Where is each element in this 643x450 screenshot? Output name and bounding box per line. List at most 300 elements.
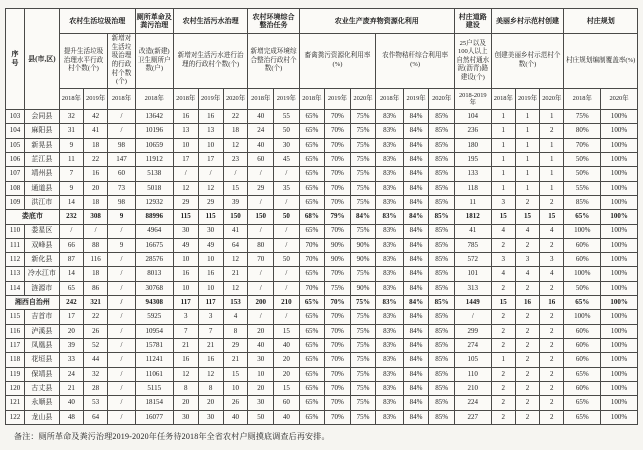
cell-value: 15 [515,210,539,224]
table-row [6,267,638,281]
metric-garbage-upgrade: 提升生活垃圾治理水平行政村个数(个) [59,34,108,89]
cell-value: 12 [198,367,223,381]
cell-value: 15781 [135,339,173,353]
cell-seq: 114 [6,281,25,295]
cell-seq: 107 [6,167,25,181]
cell-value: 1 [491,152,515,166]
cell-value: 65% [299,353,325,367]
cell-region: 新晃县 [25,138,60,152]
cell-value: 83% [376,339,404,353]
table-row [6,181,638,195]
cell-value: 10 [223,381,248,395]
cell-value: 4 [515,267,539,281]
cell-value: 100% [601,253,638,267]
table-row [6,381,638,395]
cell-value: 1 [491,124,515,138]
cell-value: 85% [429,167,455,181]
cell-seq: 106 [6,152,25,166]
cell-value: 65% [299,110,325,124]
cell-value: 22 [83,152,107,166]
metric-toilet-rebuild: 改造(新建)卫生厕所户数(户) [135,34,173,89]
cell-value: 84% [403,167,429,181]
cell-value: 2 [515,410,539,424]
cell-value: 1 [515,110,539,124]
cell-value: 10196 [135,124,173,138]
cell-value: 70% [564,138,601,152]
cell-value: 16 [173,110,198,124]
cell-value: 21 [173,339,198,353]
cell-value: 85% [429,410,455,424]
cell-value: 35 [274,181,300,195]
cell-value: 100% [601,324,638,338]
cell-value: 75% [350,224,376,238]
cell-value: 30 [248,396,274,410]
table-row [6,224,638,238]
cell-value: 1 [540,138,564,152]
cell-value: 75% [325,281,351,295]
cell-value: / [248,267,274,281]
cell-value: 100% [564,224,601,238]
cell-value: 40 [248,138,274,152]
cell-value: 85% [429,367,455,381]
cell-value: 16675 [135,238,173,252]
cell-value: 65% [564,296,601,310]
table-row [6,310,638,324]
cell-value: 29 [173,195,198,209]
cell-value: 50 [274,253,300,267]
cell-value: 64 [223,238,248,252]
cell-value: 1 [515,124,539,138]
cell-value: 16077 [135,410,173,424]
cell-value: 1449 [454,296,491,310]
cell-value: 65 [59,281,83,295]
cell-value: 48 [59,410,83,424]
cell-value: 133 [454,167,491,181]
cell-value: 2 [515,195,539,209]
cell-value: 1 [515,152,539,166]
cell-value: 90% [350,238,376,252]
cell-region: 会同县 [25,110,60,124]
header-group-row [6,9,638,34]
cell-value: / [454,310,491,324]
cell-value: 2 [540,281,564,295]
cell-value: 84% [403,339,429,353]
cell-value: 2 [491,381,515,395]
cell-value: 45 [274,152,300,166]
cell-value: 100% [601,152,638,166]
cell-value: 65% [564,410,601,424]
cell-seq: 119 [6,367,25,381]
cell-value: / [173,167,198,181]
cell-region: 泸溪县 [25,324,60,338]
cell-value: 53 [83,396,107,410]
cell-value: 75% [350,396,376,410]
cell-value: 2 [540,324,564,338]
cell-value: 100% [601,310,638,324]
cell-region: 永顺县 [25,396,60,410]
metric-sewage-new: 新增对生活污水进行治理的行政村个数(个) [173,34,248,89]
cell-value: 55 [274,110,300,124]
cell-value: 11 [454,195,491,209]
cell-value: 2 [540,310,564,324]
cell-value: 24 [248,124,274,138]
table-row [6,152,638,166]
cell-value: 75% [350,410,376,424]
cell-value: / [108,281,136,295]
cell-value: 16 [198,353,223,367]
cell-value: 224 [454,396,491,410]
cell-value: 85% [429,124,455,138]
cell-value: 70% [325,296,351,310]
cell-value: / [274,167,300,181]
col-year: 2020年 [350,89,376,110]
table-row [6,238,638,252]
cell-value: / [108,110,136,124]
cell-value: 94308 [135,296,173,310]
table-row [6,195,638,209]
cell-value: 70% [299,238,325,252]
cell-value: 21 [223,353,248,367]
cell-value: 66 [59,238,83,252]
cell-region: 麻阳县 [25,124,60,138]
cell-value: 101 [454,267,491,281]
cell-value: 83% [376,195,404,209]
table-row [6,324,638,338]
cell-value: 73 [108,181,136,195]
cell-value: 84% [403,210,429,224]
col-year: 2018年 [299,89,325,110]
cell-value: 75% [350,353,376,367]
cell-value: 3 [540,253,564,267]
cell-value: 180 [454,138,491,152]
cell-value: 1 [491,353,515,367]
cell-value: 84% [403,124,429,138]
cell-value: 150 [248,210,274,224]
cell-value: 4 [540,267,564,281]
cell-value: 2 [540,367,564,381]
cell-value: 65% [299,195,325,209]
cell-seq: 116 [6,324,25,338]
cell-value: 18154 [135,396,173,410]
rural-tasks-table [5,8,638,425]
cell-value: 2 [515,353,539,367]
cell-value: 3 [515,253,539,267]
cell-value: 2 [515,310,539,324]
cell-value: 11241 [135,353,173,367]
cell-value: 16 [198,267,223,281]
cell-value: 9 [59,138,83,152]
cell-value: / [108,410,136,424]
cell-value: 70% [299,253,325,267]
cell-value: 90% [350,281,376,295]
cell-region: 娄星区 [25,224,60,238]
cell-value: 12 [223,138,248,152]
cell-value: 64 [83,410,107,424]
cell-value: 17 [173,152,198,166]
cell-value: 85% [429,296,455,310]
cell-value: 29 [198,195,223,209]
cell-value: 32 [59,110,83,124]
cell-value: 50% [564,167,601,181]
cell-value: 2 [540,195,564,209]
cell-value: 100% [601,210,638,224]
cell-value: 100% [564,310,601,324]
table-row [6,281,638,295]
cell-value: 15 [223,367,248,381]
cell-value: 84% [403,152,429,166]
cell-value: 83% [376,267,404,281]
cell-value: 90% [350,253,376,267]
cell-value: / [108,396,136,410]
cell-value: 70% [325,181,351,195]
cell-value: 70% [325,152,351,166]
cell-value: 49 [198,238,223,252]
cell-value: 2 [491,281,515,295]
cell-value: 1 [540,167,564,181]
cell-seq: 112 [6,253,25,267]
cell-value: 65% [299,310,325,324]
cell-value: 75% [350,124,376,138]
table-body [6,110,638,425]
cell-value: 227 [454,410,491,424]
cell-value: 11061 [135,367,173,381]
col-year: 2018年 [108,89,136,110]
cell-value: 85% [429,324,455,338]
cell-value: 83% [376,181,404,195]
cell-value: 153 [223,296,248,310]
cell-value: 65% [299,152,325,166]
group-toilet: 厕所革命及粪污治理 [135,9,173,34]
cell-value: 16 [173,353,198,367]
col-year: 2019年 [325,89,351,110]
cell-value: 70% [325,124,351,138]
cell-value: 236 [454,124,491,138]
cell-value: 85% [429,110,455,124]
cell-value: 85% [429,396,455,410]
cell-seq: 105 [6,138,25,152]
metric-plan-coverage: 村庄规划编制覆盖率(%) [564,34,638,89]
cell-value: 65% [299,296,325,310]
cell-value: / [274,281,300,295]
col-year: 2020年 [429,89,455,110]
cell-value: / [198,167,223,181]
col-year: 2020年 [223,89,248,110]
cell-seq: 103 [6,110,25,124]
cell-value: 83% [376,124,404,138]
cell-value: 100% [601,124,638,138]
cell-value: 8013 [135,267,173,281]
cell-value: 21 [59,381,83,395]
cell-value: 60% [564,339,601,353]
cell-value: 84% [403,110,429,124]
cell-value: 98 [108,138,136,152]
cell-value: 83% [376,210,404,224]
cell-region: 古丈县 [25,381,60,395]
cell-value: 84% [403,238,429,252]
cell-value: 5138 [135,167,173,181]
cell-value: 84% [403,267,429,281]
cell-value: 83% [376,396,404,410]
cell-value: 83% [376,353,404,367]
cell-region: 凤凰县 [25,339,60,353]
cell-value: 2 [515,324,539,338]
cell-value: / [274,195,300,209]
col-year: 2020年 [540,89,564,110]
cell-value: 10 [198,281,223,295]
cell-value: 11912 [135,152,173,166]
cell-value: 110 [454,367,491,381]
cell-value: 75% [350,296,376,310]
col-year: 2019年 [515,89,539,110]
cell-value: 105 [454,353,491,367]
cell-value: / [274,267,300,281]
cell-value: / [108,124,136,138]
cell-value: 70% [325,381,351,395]
cell-value: 90% [325,253,351,267]
cell-seq: 108 [6,181,25,195]
cell-value: 117 [198,296,223,310]
cell-value: 11 [59,152,83,166]
cell-region: 湘西自治州 [6,296,60,310]
header-years-row [6,89,638,110]
cell-value: 17 [198,152,223,166]
cell-value: 14 [59,267,83,281]
cell-value: 60 [248,152,274,166]
cell-value: 50% [564,152,601,166]
cell-value: 100% [601,281,638,295]
cell-value: 65% [299,267,325,281]
cell-value: 100% [601,381,638,395]
cell-value: / [108,353,136,367]
cell-value: 21 [198,339,223,353]
cell-value: 80 [248,238,274,252]
cell-value: 29 [248,181,274,195]
cell-value: 10 [198,253,223,267]
cell-value: 18 [223,124,248,138]
cell-region: 吉首市 [25,310,60,324]
cell-value: 70% [325,339,351,353]
cell-value: 65% [299,124,325,138]
cell-value: 100% [601,267,638,281]
cell-region: 通道县 [25,181,60,195]
cell-value: 84% [403,324,429,338]
cell-value: 83% [376,167,404,181]
cell-value: 115 [198,210,223,224]
cell-value: 4 [223,310,248,324]
cell-value: 12 [198,181,223,195]
cell-value: / [108,224,136,238]
cell-value: 100% [601,367,638,381]
cell-value: 20 [274,367,300,381]
cell-value: 18 [83,195,107,209]
cell-value: 2 [491,396,515,410]
cell-value: 3 [173,310,198,324]
cell-value: 4 [491,224,515,238]
cell-value: 70% [325,195,351,209]
cell-value: 5018 [135,181,173,195]
cell-value: 50 [274,210,300,224]
cell-value: 100% [601,296,638,310]
cell-value: 4964 [135,224,173,238]
col-header-seq [6,9,25,110]
cell-value: 195 [454,152,491,166]
cell-value: 210 [454,381,491,395]
cell-value: 16 [540,296,564,310]
cell-value: 32 [83,367,107,381]
cell-value: 1 [540,110,564,124]
cell-value: 85% [429,181,455,195]
cell-value: / [274,238,300,252]
cell-value: 147 [108,152,136,166]
table-header [6,9,638,110]
cell-value: 16 [83,167,107,181]
cell-value: 60 [108,167,136,181]
col-year: 2018年 [59,89,83,110]
cell-value: 5925 [135,310,173,324]
cell-value: 100% [601,238,638,252]
cell-value: 75% [564,110,601,124]
cell-value: 16 [198,110,223,124]
cell-value: 85% [429,210,455,224]
cell-value: 10 [173,253,198,267]
seq-label: 序号 [11,49,19,67]
cell-value: 1 [515,138,539,152]
cell-value: 86 [83,281,107,295]
cell-value: 8 [173,381,198,395]
col-year: 2019年 [83,89,107,110]
cell-value: 100% [601,195,638,209]
cell-value: 1 [491,181,515,195]
cell-region: 靖州县 [25,167,60,181]
cell-seq: 120 [6,381,25,395]
cell-value: 2 [515,238,539,252]
cell-value: 100% [601,410,638,424]
cell-value: / [108,339,136,353]
cell-value: 70% [325,110,351,124]
cell-value: 7 [59,167,83,181]
header-metric-row [6,34,638,89]
cell-value: 60% [564,238,601,252]
cell-value: 70% [299,281,325,295]
cell-seq: 113 [6,267,25,281]
cell-value: 1 [515,181,539,195]
cell-region: 保靖县 [25,367,60,381]
cell-seq: 109 [6,195,25,209]
col-year: 2019年 [403,89,429,110]
cell-value: 84% [403,410,429,424]
cell-value: 116 [83,253,107,267]
cell-value: 104 [454,110,491,124]
cell-value: 70% [325,324,351,338]
cell-value: 75% [350,167,376,181]
cell-value: 15 [491,296,515,310]
table-row-total [6,210,638,224]
cell-value: 23 [223,152,248,166]
col-year: 2018年 [135,89,173,110]
col-year: 2018年 [173,89,198,110]
group-agri-waste: 农业生产废弃物资源化利用 [299,9,454,34]
cell-value: 26 [83,324,107,338]
cell-value: 84% [403,381,429,395]
cell-value: 2 [491,410,515,424]
cell-value: 84% [403,310,429,324]
cell-value: 2 [540,124,564,138]
cell-value: 60% [564,381,601,395]
cell-value: 70% [325,367,351,381]
group-sewage: 农村生活污水治理 [173,9,248,34]
cell-value: 85% [429,238,455,252]
col-year: 2019年 [198,89,223,110]
